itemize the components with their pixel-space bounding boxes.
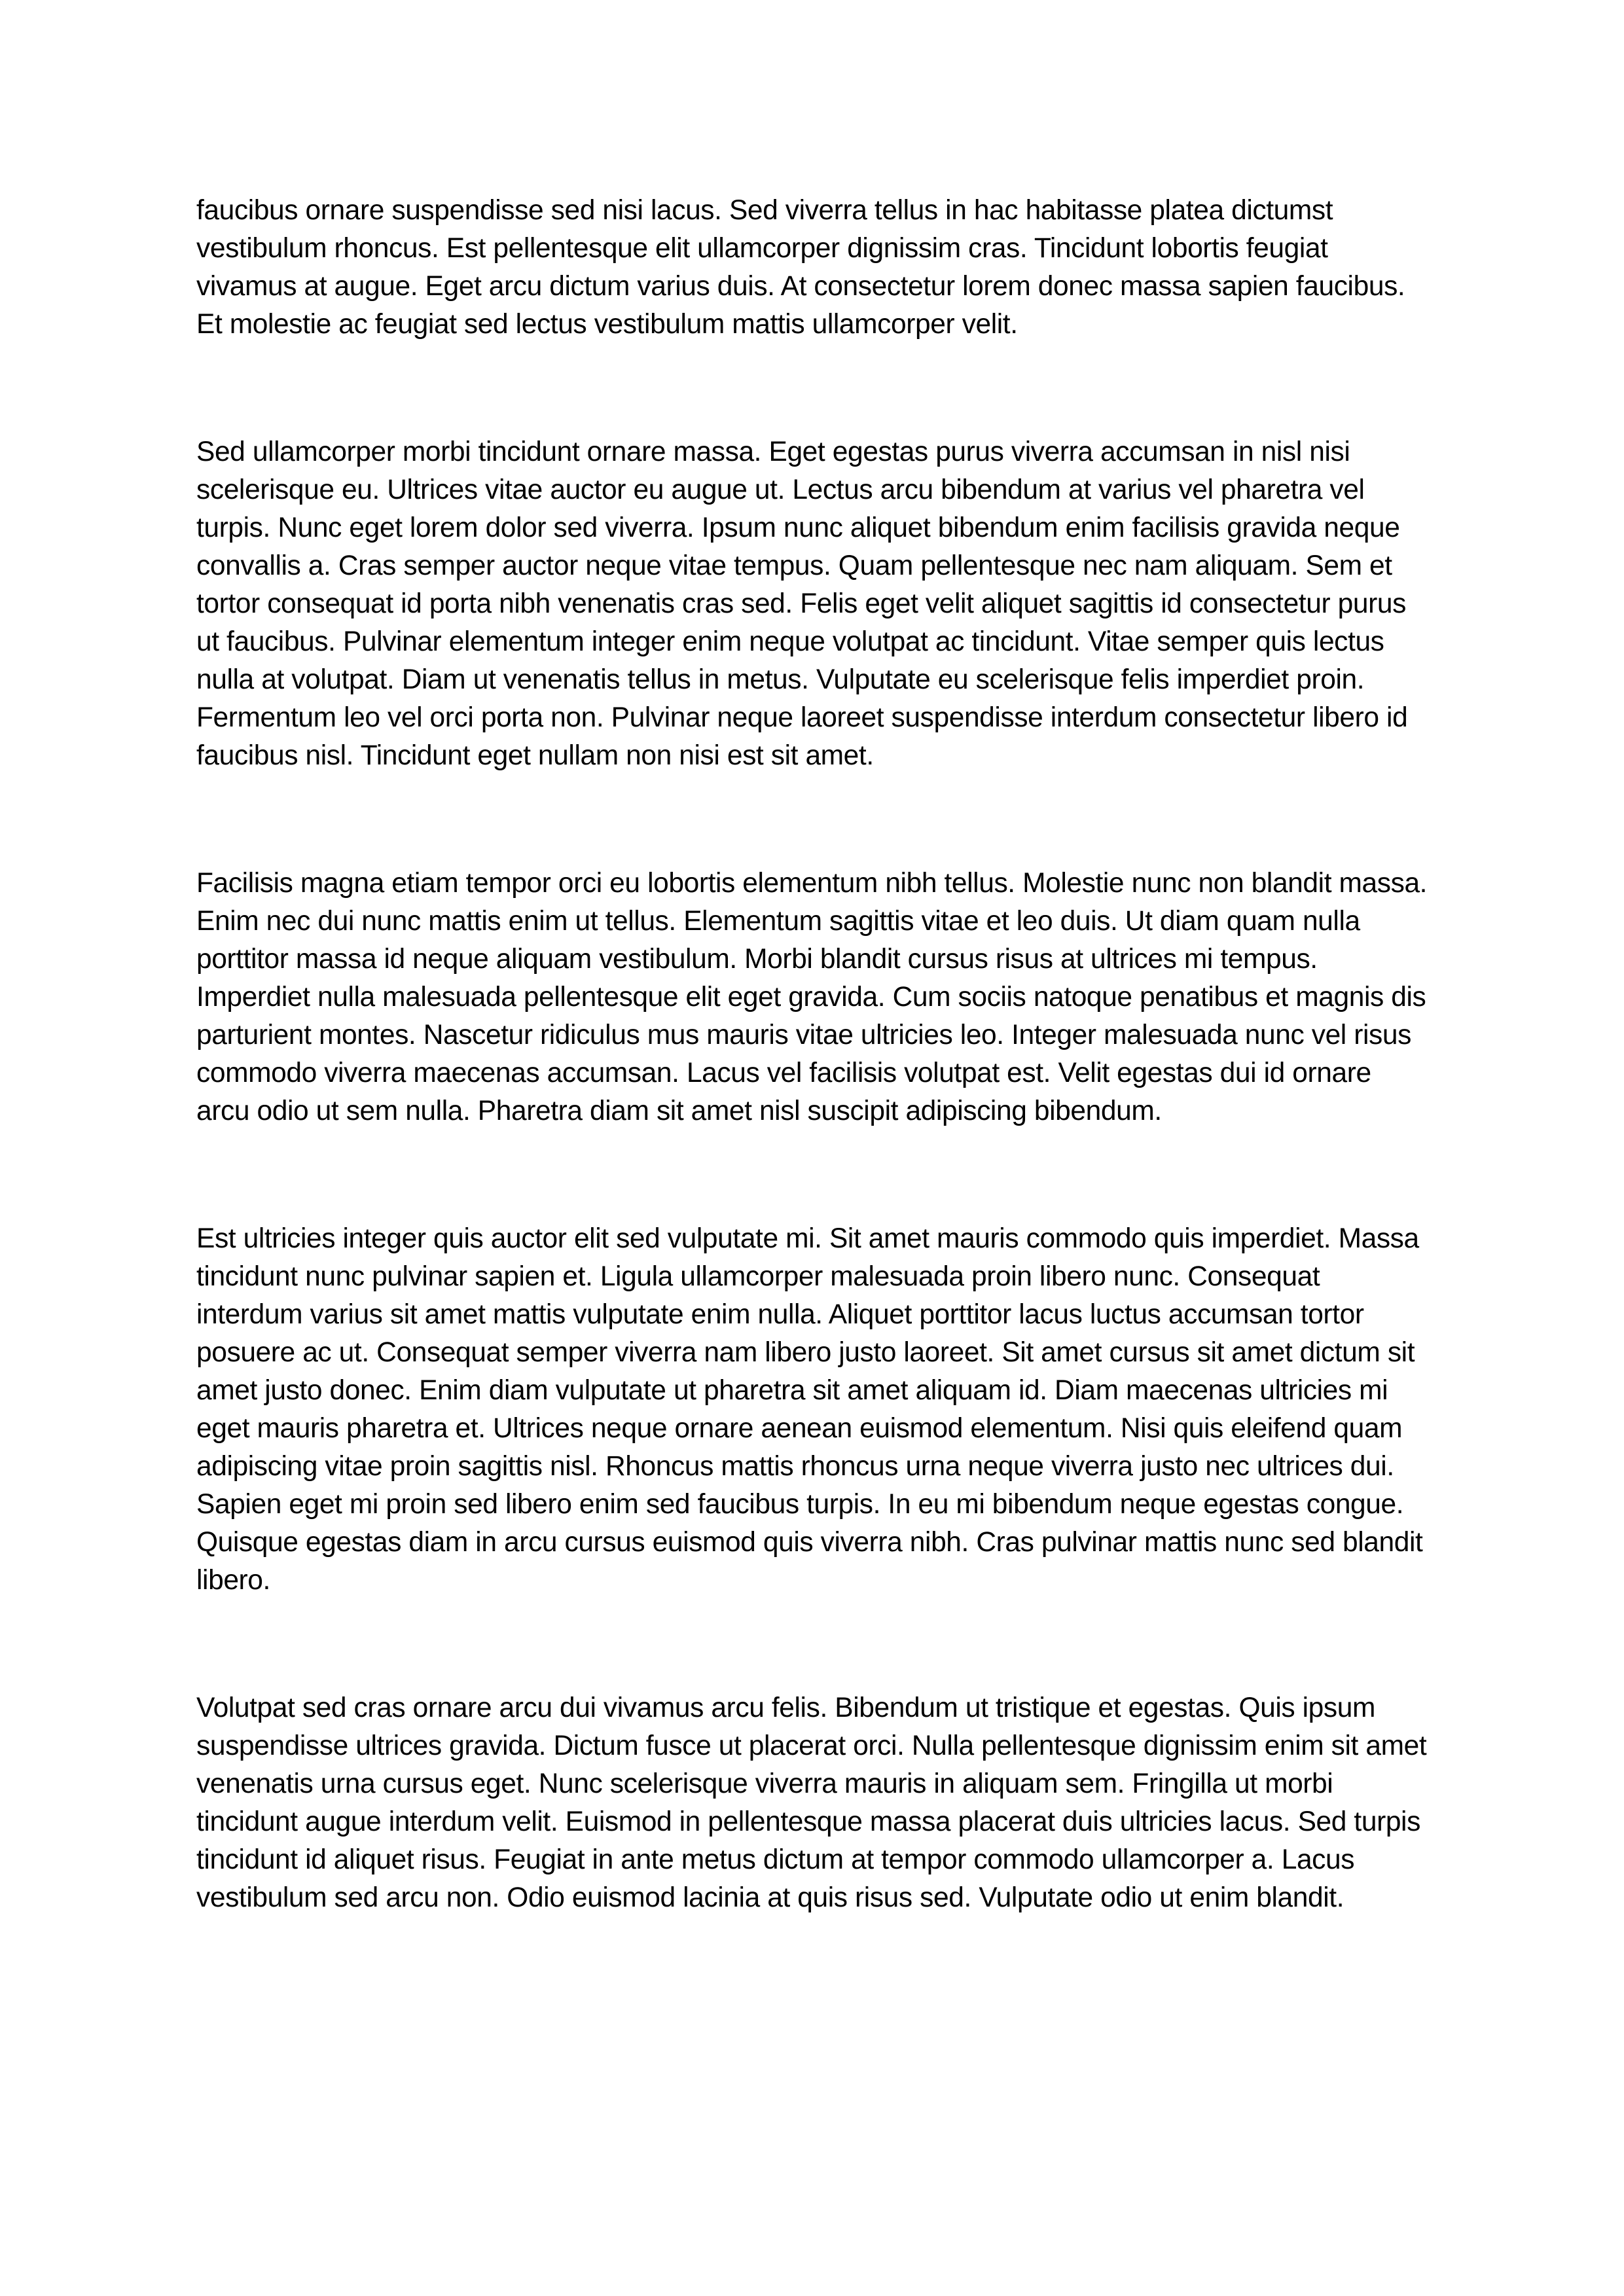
paragraph-4: Est ultricies integer quis auctor elit sed vulputate mi. Sit amet mauris commodo quis imperdiet. Massa tincidunt nunc pulvinar sapien et. Ligula ullamcorper malesuada proin libero nunc. Consequat interdum varius sit amet mattis vulputate enim nulla. Aliquet porttitor lacus luctus accumsan tortor posuere ac ut. Consequat semper viverra nam libero justo laoreet. Sit amet cursus sit amet dictum sit amet justo donec. Enim diam vulputate ut pharetra sit amet aliquam id. Diam maecenas ultricies mi eget mauris pharetra et. Ultrices neque ornare aenean euismod elementum. Nisi quis eleifend quam adipiscing vitae proin sagittis nisl. Rhoncus mattis rhoncus urna neque viverra justo nec ultrices dui. Sapien eget mi proin sed libero enim sed faucibus turpis. In eu mi bibendum neque egestas congue. Quisque egestas diam in arcu cursus euismod quis viverra nibh. Cras pulvinar mattis nunc sed blandit libero. xyxy=(196,1223,1423,1596)
paragraph-5: Volutpat sed cras ornare arcu dui vivamus arcu felis. Bibendum ut tristique et egestas. Quis ipsum suspendisse ultrices gravida. Dictum fusce ut placerat orci. Nulla pellentesque dignissim enim sit amet venenatis urna cursus eget. Nunc scelerisque viverra mauris in aliquam sem. Fringilla ut morbi tincidunt augue interdum velit. Euismod in pellentesque massa placerat duis ultricies lacus. Sed turpis tincidunt id aliquet risus. Feugiat in ante metus dictum at tempor commodo ullamcorper a. Lacus vestibulum sed arcu non. Odio euismod lacinia at quis risus sed. Vulputate odio ut enim blandit. xyxy=(196,1693,1427,1913)
paragraph-3: Facilisis magna etiam tempor orci eu lobortis elementum nibh tellus. Molestie nunc non blandit massa. Enim nec dui nunc mattis enim ut tellus. Elementum sagittis vitae et leo duis. Ut diam quam nulla porttitor massa id neque aliquam vestibulum. Morbi blandit cursus risus at ultrices mi tempus. Imperdiet nulla malesuada pellentesque elit eget gravida. Cum sociis natoque penatibus et magnis dis parturient montes. Nascetur ridiculus mus mauris vitae ultricies leo. Integer malesuada nunc vel risus commodo viverra maecenas accumsan. Lacus vel facilisis volutpat est. Velit egestas dui id ornare arcu odio ut sem nulla. Pharetra diam sit amet nisl suscipit adipiscing bibendum. xyxy=(196,868,1428,1126)
paragraph-2: Sed ullamcorper morbi tincidunt ornare massa. Eget egestas purus viverra accumsan in nisl nisi scelerisque eu. Ultrices vitae auctor eu augue ut. Lectus arcu bibendum at varius vel pharetra vel turpis. Nunc eget lorem dolor sed viverra. Ipsum nunc aliquet bibendum enim facilisis gravida neque convallis a. Cras semper auctor neque vitae tempus. Quam pellentesque nec nam aliquam. Sem et tortor consequat id porta nibh venenatis cras sed. Felis eget velit aliquet sagittis id consectetur purus ut faucibus. Pulvinar elementum integer enim neque volutpat ac tincidunt. Vitae semper quis lectus nulla at volutpat. Diam ut venenatis tellus in metus. Vulputate eu scelerisque felis imperdiet proin. Fermentum leo vel orci porta non. Pulvinar neque laoreet suspendisse interdum consectetur libero id faucibus nisl. Tincidunt eget nullam non nisi est sit amet. xyxy=(196,437,1408,771)
paragraph-1: faucibus ornare suspendisse sed nisi lacus. Sed viverra tellus in hac habitasse platea dictumst vestibulum rhoncus. Est pellentesque elit ullamcorper dignissim cras. Tincidunt lobortis feugiat vivamus at augue. Eget arcu dictum varius duis. At consectetur lorem donec massa sapien faucibus. Et molestie ac feugiat sed lectus vestibulum mattis ullamcorper velit. xyxy=(196,195,1405,340)
document-body-text xyxy=(196,192,1430,1917)
